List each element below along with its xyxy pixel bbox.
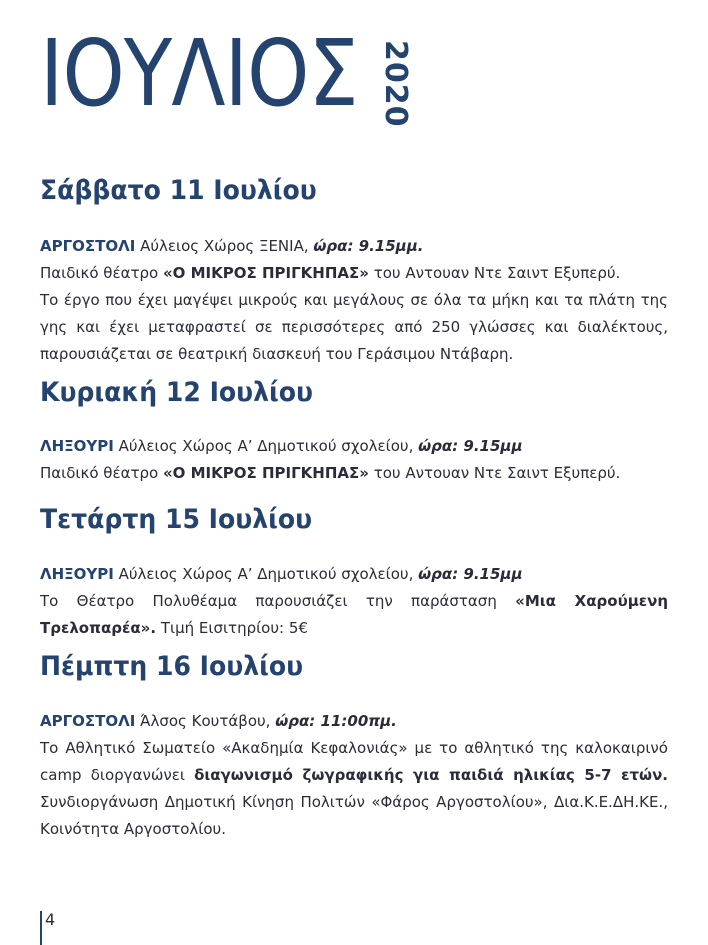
footer-divider (40, 911, 42, 945)
event-title-line (40, 260, 668, 287)
event-text: Το Θέατρο Πολυθέαμα παρουσιάζει την παράσταση (40, 592, 516, 610)
event-text: Το Αθλητικό Σωματείο «Ακαδημία Κεφαλονιάς» με το αθλητικό της καλοκαιρινό camp διοργανώνει (40, 739, 668, 784)
event-place: ΑΡΓΟΣΤΟΛΙ (40, 712, 136, 730)
event-description: Το έργο που έχει μαγέψει μικρούς και μεγάλους σε όλα τα μήκη και τα πλάτη της γης και έχει μεταφραστεί σε περισσότερες από 250 γλώσσες και διαλέκτους, παρουσιάζεται σε θεατρική διασκευή του Γεράσιμου Ντάβαρη. (40, 291, 668, 363)
day-heading-wednesday: Τετάρτη 15 Ιουλίου (40, 504, 313, 535)
month-title: ΙΟΥΛΙΟΣ (40, 20, 358, 127)
event-title: «Μια Χαρούμενη Τρελοπαρέα». (40, 592, 668, 637)
event-place: ΛΗΞΟΥΡΙ (40, 437, 114, 455)
year-label: 2020 (378, 40, 413, 128)
event-venue: Αύλειος Χώρος Α’ Δημοτικού σχολείου, (113, 565, 419, 583)
event-location-line (40, 708, 668, 735)
day-heading-saturday: Σάββατο 11 Ιουλίου (40, 175, 317, 206)
event-entry (40, 708, 668, 843)
event-text: Συνδιοργάνωση Δημοτική Κίνηση Πολιτών «Φάρος Αργοστολίου», Δια.Κ.Ε.ΔΗ.ΚΕ., Κοινότητα Αργοστολίου. (40, 793, 668, 838)
event-time: ώρα: 9.15μμ. (313, 237, 424, 255)
event-location-line (40, 233, 668, 260)
event-entry (40, 433, 668, 487)
event-title: διαγωνισμό ζωγραφικής για παιδιά ηλικίας 5-7 ετών. (194, 766, 668, 784)
event-text: του Αντουαν Ντε Σαιντ Εξυπερύ. (368, 264, 621, 282)
event-venue: Αύλειος Χώρος Α’ Δημοτικού σχολείου, (113, 437, 419, 455)
event-time: ώρα: 9.15μμ (418, 565, 523, 583)
page-number: 4 (45, 910, 56, 929)
day-heading-thursday: Πέμπτη 16 Ιουλίου (40, 651, 304, 682)
event-place: ΛΗΞΟΥΡΙ (40, 565, 114, 583)
event-entry (40, 561, 668, 642)
day-heading-sunday: Κυριακή 12 Ιουλίου (40, 377, 313, 408)
event-text: Παιδικό θέατρο (40, 264, 163, 282)
event-title-line (40, 588, 668, 642)
event-place: ΑΡΓΟΣΤΟΛΙ (40, 237, 136, 255)
event-title: «Ο ΜΙΚΡΟΣ ΠΡΙΓΚΗΠΑΣ» (162, 264, 369, 282)
event-text: του Αντουαν Ντε Σαιντ Εξυπερύ. (368, 464, 621, 482)
event-venue: Αύλειος Χώρος ΞΕΝΙΑ, (135, 237, 314, 255)
event-time: ώρα: 9.15μμ (418, 437, 523, 455)
event-time: ώρα: 11:00πμ. (275, 712, 397, 730)
event-entry (40, 233, 668, 368)
event-venue: Άλσος Κουτάβου, (135, 712, 276, 730)
event-location-line (40, 561, 668, 588)
event-text: Παιδικό θέατρο (40, 464, 163, 482)
event-text: Τιμή Εισιτηρίου: 5€ (156, 619, 308, 637)
event-title: «Ο ΜΙΚΡΟΣ ΠΡΙΓΚΗΠΑΣ» (162, 464, 369, 482)
event-title-line (40, 460, 668, 487)
event-title-line (40, 735, 668, 843)
event-location-line (40, 433, 668, 460)
